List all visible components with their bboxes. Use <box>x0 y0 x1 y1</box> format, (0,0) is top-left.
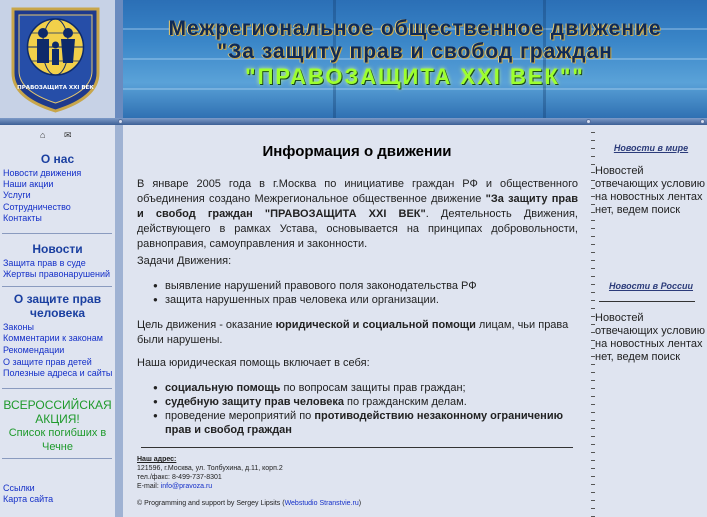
sidebar-item-news[interactable]: Новости движения <box>3 168 82 178</box>
sidebar-item-recommendations[interactable]: Рекомендации <box>3 345 65 355</box>
help-text: по гражданским делам. <box>343 396 467 408</box>
goal-bold: юридической и социальной помощи <box>275 319 476 331</box>
goal-text-end: лицам, чьи права были нарушены. <box>137 319 569 346</box>
help-list <box>153 381 583 437</box>
right-news-column <box>595 125 707 517</box>
mail-icon[interactable]: ✉ <box>63 130 80 140</box>
sidebar-item-comments[interactable]: Комментарии к законам <box>3 333 103 343</box>
sidebar-item-services[interactable]: Услуги <box>3 190 31 200</box>
sidebar-item-laws[interactable]: Законы <box>3 322 34 332</box>
email-label: E-mail: <box>137 483 161 490</box>
promo-line: Список погибших в <box>8 427 107 439</box>
header-strip <box>115 0 123 125</box>
intro-text-end: . Деятельность Движения, действующего в рамках Устава, основывается на принципах добровольности, равноправия, самоуправления и законности. <box>137 208 578 250</box>
sidebar-divider <box>2 388 112 389</box>
news-heading: Новости <box>32 242 83 256</box>
logo-area <box>0 0 115 125</box>
help-heading: Наша юридическая помощь включает в себя: <box>137 357 370 369</box>
list-item <box>153 409 583 437</box>
credits-text: © Programming and support by Sergey Lipsits ( <box>137 500 285 507</box>
help-bold: социальную помощь <box>165 382 281 394</box>
promo-line: АКЦИЯ! <box>35 412 80 426</box>
sidebar-item-court[interactable]: Защита прав в суде <box>3 258 86 268</box>
sidebar-item-victims[interactable]: Жертвы правонарушений <box>3 269 111 279</box>
help-bold: судебную защиту прав человека <box>165 396 344 408</box>
promo-line: Чечне <box>41 441 73 453</box>
russia-news-heading[interactable]: Новости в России <box>608 281 694 291</box>
right-divider <box>599 301 695 302</box>
world-news-heading[interactable]: Новости в мире <box>613 143 689 153</box>
site-header <box>0 0 707 125</box>
sidebar-divider <box>2 233 112 234</box>
credits-end: ) <box>358 500 362 507</box>
emblem-text: ПРАВОЗАЩИТА XXI ВЕК <box>17 85 94 91</box>
list-item: ● выявление нарушений правового поля законодательства РФ <box>153 279 583 293</box>
list-item <box>153 395 583 409</box>
sidebar-item-actions[interactable]: Наши акции <box>3 179 54 189</box>
intro-paragraph <box>137 177 578 252</box>
address-heading: Наш адрес: <box>137 456 177 463</box>
help-text: проведение мероприятий по <box>165 410 315 422</box>
list-item: ● защита нарушенных прав человека или организации. <box>153 293 583 307</box>
content-divider <box>141 447 573 448</box>
banner-title-line1: Межрегиональное общественное движение <box>168 17 662 40</box>
promo-action-link[interactable] <box>0 398 115 454</box>
sidebar-item-contacts[interactable]: Контакты <box>3 213 42 223</box>
protect-heading: О защите прав человека <box>13 292 102 320</box>
sidebar-item-links[interactable]: Ссылки <box>3 483 35 493</box>
tasks-list <box>153 279 583 307</box>
home-icon[interactable]: ⌂ <box>40 130 54 140</box>
promo-line: ВСЕРОССИЙСКАЯ <box>3 398 112 412</box>
credits-link[interactable]: Webstudio Stranstvie.ru <box>284 500 359 507</box>
goal-paragraph <box>137 318 578 348</box>
left-sidebar <box>0 125 115 517</box>
credits <box>137 499 361 508</box>
page-title: Информация о движении <box>262 143 452 160</box>
goal-text: Цель движения - оказание <box>137 319 276 331</box>
help-text: по вопросам защиты прав граждан; <box>280 382 466 394</box>
emblem-logo[interactable] <box>7 3 104 113</box>
sidebar-divider <box>2 286 112 287</box>
sidebar-item-sitemap[interactable]: Карта сайта <box>3 494 54 504</box>
address-block <box>137 455 283 491</box>
help-bold: противодействию незаконному ограничению прав и свобод граждан <box>165 410 563 436</box>
world-news-text: Новостей отвечающих условию на новостных лентах нет, ведем поиск <box>595 165 706 216</box>
header-divider <box>0 118 707 125</box>
intro-bold: "За защиту прав и свобод граждан "ПРАВОЗАЩИТА XXI ВЕК" <box>137 193 578 220</box>
address-line: 121596, г.Москва, ул. Толбухина, д.11, корп.2 <box>137 465 283 472</box>
main-content <box>123 125 591 517</box>
sidebar-separator <box>115 125 123 517</box>
sidebar-item-children[interactable]: О защите прав детей <box>3 357 92 367</box>
banner <box>123 0 707 118</box>
banner-title-line3: "ПРАВОЗАЩИТА XXI ВЕК"" <box>245 64 585 89</box>
intro-text: В январе 2005 года в г.Москва по инициативе граждан РФ и общественного объединения создано Межрегиональное общественное движение <box>137 178 578 205</box>
tasks-heading: Задачи Движения: <box>137 255 232 267</box>
sidebar-item-addresses[interactable]: Полезные адреса и сайты <box>3 368 113 378</box>
sidebar-item-cooperation[interactable]: Сотрудничество <box>3 202 71 212</box>
email-line <box>137 482 283 491</box>
email-link[interactable]: info@pravoza.ru <box>160 483 213 490</box>
sidebar-divider <box>2 458 112 459</box>
top-icons <box>40 130 80 141</box>
banner-title-line2: "За защиту прав и свобод граждан <box>217 40 613 63</box>
list-item <box>153 381 583 395</box>
about-heading: О нас <box>40 152 75 166</box>
phone-line: тел./факс: 8-499-737-8301 <box>137 474 222 481</box>
russia-news-text: Новостей отвечающих условию на новостных лентах нет, ведем поиск <box>595 312 706 363</box>
